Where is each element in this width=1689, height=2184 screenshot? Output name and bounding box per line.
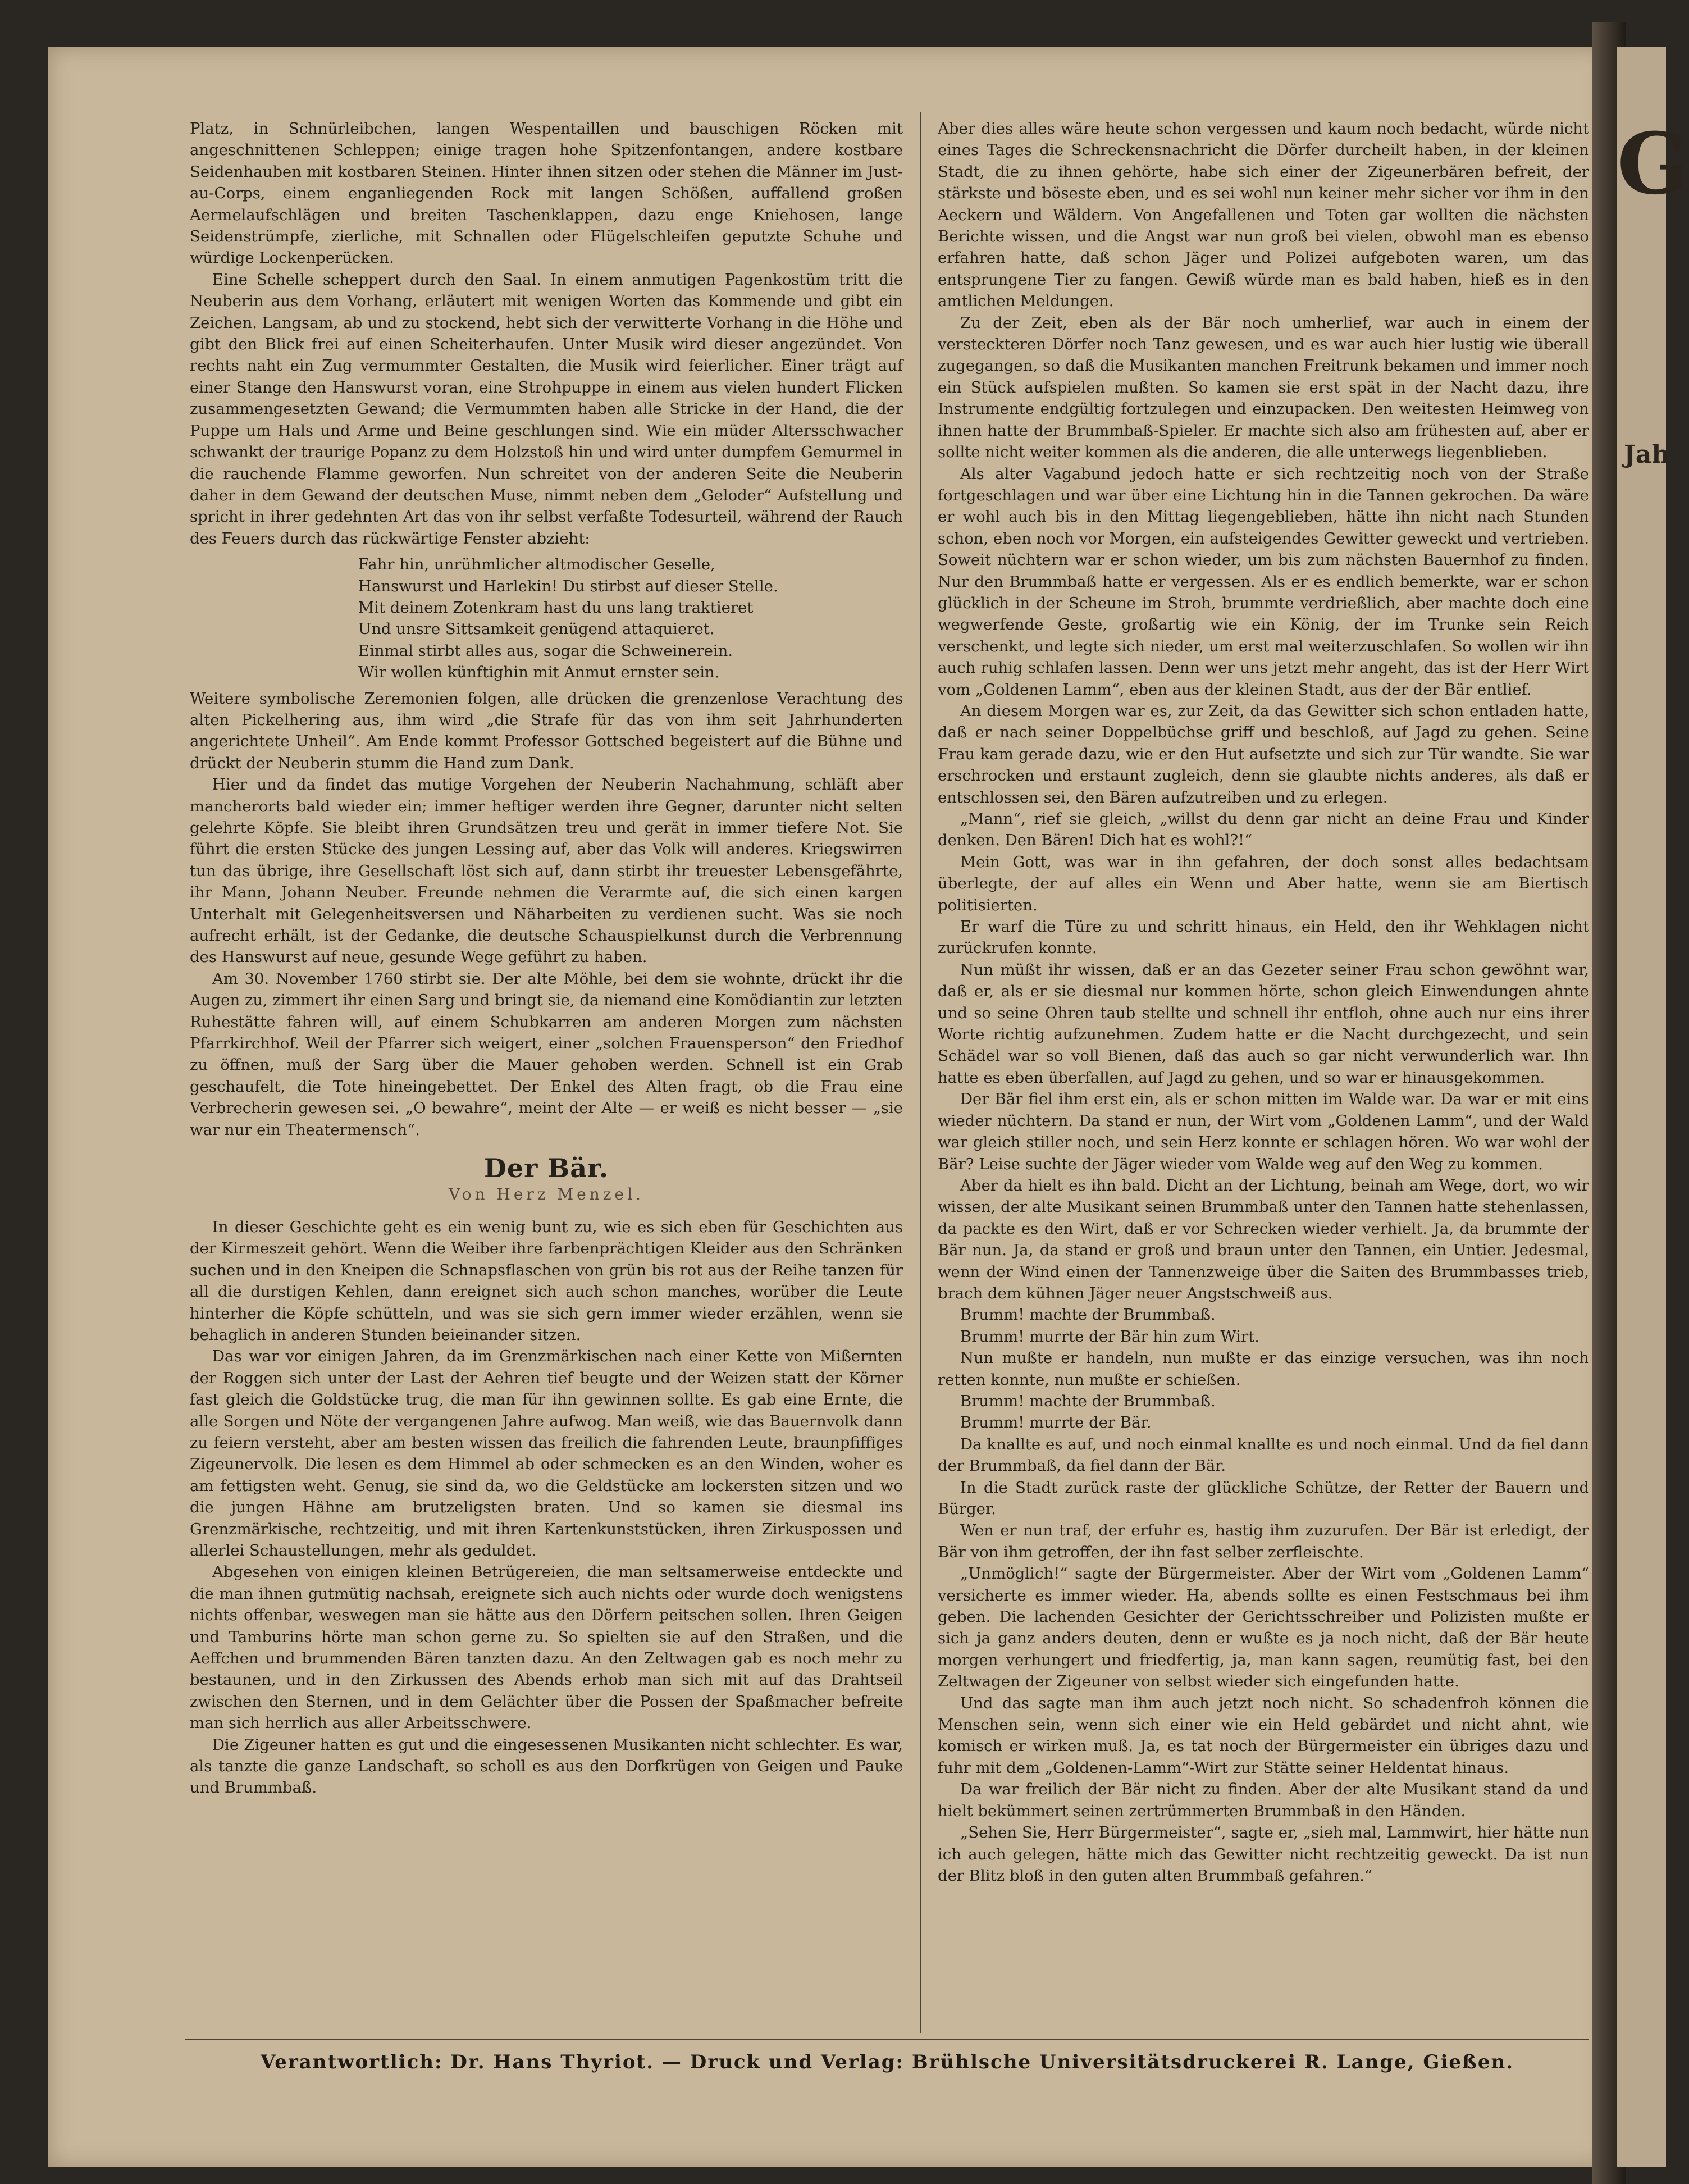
imprint-footer: Verantwortlich: Dr. Hans Thyriot. — Druck und Verlag: Brühlsche Universitätsdruckerei R. Lange, Gießen. <box>260 2051 1514 2073</box>
story-paragraph: Abgesehen von einigen kleinen Betrügereien, die man seltsamerweise entdeckte und die man ihnen gutmütig nachsah, ereignete sich auch nichts oder wurde doch wenigstens nichts offenbar, weswegen man sie hätte aus den Dörfern peitschen sollen. Ihren Geigen und Tamburins hörte man schon gerne zu. So spielten sie auf den Straßen, und die Aeffchen und brummenden Bären tanzten dazu. An den Zeltwagen gab es noch mehr zu bestaunen, und in den Zirkussen des Abends erhob man sich mit auf das Drahtseil zwischen den Sternen, und in dem Gelächter über die Possen der Spaßmacher befreite man sich herrlich aus aller Arbeitsschwere. <box>190 1563 903 1732</box>
adjacent-page-fragment: G <box>1617 115 1689 213</box>
story-paragraph: Brumm! machte der Brummbaß. <box>960 1392 1216 1410</box>
story-paragraph: Der Bär fiel ihm erst ein, als er schon mitten im Walde war. Da war er mit eins wieder nüchtern. Da stand er nun, der Wirt vom „Goldenen Lamm“, und der Wald war gleich stiller noch, und sein Herz konnte er schlagen hören. Wo war wohl der Bär? Leise suchte der Jäger wieder vom Walde weg auf den Weg zu kommen. <box>938 1090 1589 1173</box>
story-paragraph: Nun müßt ihr wissen, daß er an das Gezeter seiner Frau schon gewöhnt war, daß er, als er sie diesmal nur kommen hörte, schon gleich Einwendungen ahnte und so seine Ohren taub stellte und schnell ihr entfloh, ohne auch nur eins ihrer Worte richtig aufzunehmen. Zudem hatte er die Nacht durchgezecht, und sein Schädel war so voll Bienen, daß das auch so gar nicht verwunderlich war. Ihn hatte es eben überfallen, auf Jagd zu gehen, und so war er hinausgekommen. <box>938 960 1589 1087</box>
story-paragraph: „Unmöglich!“ sagte der Bürgermeister. Aber der Wirt vom „Goldenen Lamm“ versicherte es immer wieder. Ha, abends sollte es einen Festschmaus bei ihm geben. Die lachenden Gesichter der Gerichtsschreiber und Polizisten mußte er sich ja ganz anders deuten, denn er wußte es ja noch nicht, daß der Bär heute morgen verhungert und friedfertig, ja, man kann sagen, reumütig fast, bei den Zeltwagen der Zigeuner von selbst wieder sich eingefunden hatte. <box>938 1565 1589 1691</box>
poem-line: Hanswurst und Harlekin! Du stirbst auf dieser Stelle. <box>358 577 778 595</box>
story-paragraph: In dieser Geschichte geht es ein wenig bunt zu, wie es sich eben für Geschichten aus der Kirmeszeit gehört. Wenn die Weiber ihre farbenprächtigen Kleider aus den Schränken suchen und in den Kneipen die Schnapsflaschen von grün bis rot aus der Reihe tanzen für all die durstigen Kehlen, dann ereignet sich auch schon manches, worüber die Leute hinterher die Köpfe schütteln, und was sie sich gern immer wieder erzählen, wenn sie behaglich in anderen Stunden beieinander sitzen. <box>190 1218 903 1344</box>
story-paragraph: Da war freilich der Bär nicht zu finden. Aber der alte Musikant stand da und hielt bekümmert seinen zertrümmerten Brummbaß in den Händen. <box>938 1780 1589 1820</box>
story-paragraph: Das war vor einigen Jahren, da im Grenzmärkischen nach einer Kette von Mißernten der Roggen sich unter der Last der Aehren tief beugte und der Weizen statt der Körner fast gleich die Goldstücke trug, die man für ihn gewinnen sollte. Es gab eine Ernte, die alle Sorgen und Nöte der vergangenen Jahre aufwog. Man weiß, wie das Bauernvolk dann zu feiern versteht, aber am besten wissen das freilich die fahrenden Leute, braunpfiffiges Zigeunervolk. Die lesen es dem Himmel ab oder schmecken es an den Winden, woher es am fettigsten weht. Genug, sie sind da, wo die Geldstücke am lockersten sitzen und wo die jungen Hähne am brutzeligsten braten. Und so kamen sie diesmal ins Grenzmärkische, rechtzeitig, und mit ihren Kartenkunststücken, ihren Zirkuspossen und allerlei Schaustellungen, mehr als geduldet. <box>190 1347 903 1560</box>
story-paragraph: Wen er nun traf, der erfuhr es, hastig ihm zuzurufen. Der Bär ist erledigt, der Bär von ihm getroffen, der ihn fast selber zerfleischte. <box>938 1521 1589 1561</box>
story-paragraph: Als alter Vagabund jedoch hatte er sich rechtzeitig noch von der Straße fortgeschlagen und war über eine Lichtung hin in die Tannen gekrochen. Da wäre er wohl auch bis in den Mittag liegengeblieben, hätte ihn nicht nach Stunden schon, eben noch vor Morgen, ein aufsteigendes Gewitter geweckt und vertrieben. Soweit nüchtern war er schon wieder, um bis zum nächsten Bauernhof zu finden. Nur den Brummbaß hatte er vergessen. Als er es endlich bemerkte, war er schon glücklich in der Scheune im Stroh, brummte verdrießlich, aber machte doch eine wegwerfende Geste, großartig wie ein König, der im Trunke sein Reich verschenkt, und legte sich nieder, um erst mal weiterzuschlafen. So wollen wir ihn auch ruhig schlafen lassen. Denn wer uns jetzt mehr angeht, das ist der Herr Wirt vom „Goldenen Lamm“, eben aus der kleinen Stadt, aus der der Bär entlief. <box>938 464 1589 699</box>
story-paragraph: Er warf die Türe zu und schritt hinaus, ein Held, den ihr Wehklagen nicht zurückrufen konnte. <box>938 918 1589 958</box>
poem-line: Fahr hin, unrühmlicher altmodischer Geselle, <box>358 555 715 574</box>
story-paragraph: Brumm! murrte der Bär. <box>960 1414 1152 1432</box>
story-paragraph: Aber da hielt es ihn bald. Dicht an der Lichtung, beinah am Wege, dort, wo wir wissen, der alte Musikant seinen Brummbaß unter den Tannen hatte stehenlassen, da packte es den Wirt, daß er vor Schrecken wieder verhielt. Ja, da brummte der Bär nun. Ja, da stand er groß und braun unter den Tannen, ein Untier. Jedesmal, wenn der Wind einen der Tannenzweige über die Saiten des Brummbasses trieb, brach dem kühnen Jäger neuer Angstschweiß aus. <box>938 1176 1589 1302</box>
story-paragraph: „Mann“, rief sie gleich, „willst du denn gar nicht an deine Frau und Kinder denken. Den Bären! Dich hat es wohl?!“ <box>938 810 1589 850</box>
story-paragraph: In die Stadt zurück raste der glückliche Schütze, der Retter der Bauern und Bürger. <box>938 1478 1589 1518</box>
story-paragraph: Mein Gott, was war in ihn gefahren, der doch sonst alles bedachtsam überlegte, der auf alles ein Wenn und Aber hatte, wenn sie am Biertisch politisierten. <box>938 852 1589 914</box>
left-column <box>190 118 903 1799</box>
poem-line: Einmal stirbt alles aus, sogar die Schweinerein. <box>358 641 733 660</box>
footer-rule <box>185 2039 1589 2040</box>
story-paragraph: Brumm! murrte der Bär hin zum Wirt. <box>960 1327 1259 1346</box>
story-paragraph: Da knallte es auf, und noch einmal knallte es und noch einmal. Und da fiel dann der Brummbaß, da fiel dann der Bär. <box>938 1435 1589 1475</box>
adjacent-page-fragment: Jah <box>1624 440 1670 469</box>
story-paragraph: Und das sagte man ihm auch jetzt noch nicht. So schadenfroh können die Menschen sein, wenn sich einer wie ein Held gebärdet und nicht ahnt, wie komisch er wirken muß. Ja, es tat noch der Bürgermeister ein übriges dazu und fuhr mit dem „Goldenen-Lamm“-Wirt zur Stätte seiner Heldentat hinaus. <box>938 1694 1589 1777</box>
story-paragraph: An diesem Morgen war es, zur Zeit, da das Gewitter sich schon entladen hatte, daß er nach seiner Doppelbüchse griff und beschloß, auf Jagd zu gehen. Seine Frau kam gerade dazu, wie er den Hut aufsetzte und sich zur Tür wandte. Sie war erschrocken und erstaunt zugleich, denn sie glaubte nichts anderes, als daß er entschlossen sei, den Bären aufzutreiben und zu erlegen. <box>938 701 1589 806</box>
column-divider <box>920 112 921 2033</box>
right-column <box>938 118 1589 1886</box>
article-paragraph: Hier und da findet das mutige Vorgehen der Neuberin Nachahmung, schläft aber mancherorts bald wieder ein; immer heftiger werden ihre Gegner, darunter nicht selten gelehrte Köpfe. Sie bleibt ihren Grundsätzen treu und gerät in immer tiefere Not. Sie führt die ersten Stücke des jungen Lessing auf, aber das Volk will anderes. Kriegswirren tun das übrige, ihre Gesellschaft löst sich auf, dann stirbt ihr treuester Lebensgefährte, ihr Mann, Johann Neuber. Freunde nehmen die Verarmte auf, die sich einen kargen Unterhalt mit Gelegenheitsversen und Näharbeiten zu verdienen sucht. Was sie noch aufrecht erhält, ist der Gedanke, die deutsche Schauspielkunst durch die Verbrennung des Hanswurst auf neue, gesunde Wege geführt zu haben. <box>190 776 903 966</box>
story-paragraph: „Sehen Sie, Herr Bürgermeister“, sagte er, „sieh mal, Lammwirt, hier hätte nun ich auch gelegen, hätte mich das Gewitter nicht rechtzeitig geweckt. Da ist nun der Blitz bloß in den guten alten Brummbaß gefahren.“ <box>938 1823 1589 1885</box>
article-paragraph: Eine Schelle scheppert durch den Saal. In einem anmutigen Pagenkostüm tritt die Neuberin aus dem Vorhang, erläutert mit wenigen Worten das Kommende und gibt ein Zeichen. Langsam, ab und zu stockend, hebt sich der verwitterte Vorhang in die Höhe und gibt den Blick frei auf einen Scheiterhaufen. Unter Musik wird dieser angezündet. Von rechts naht ein Zug vermummter Gestalten, die Musik wird feierlicher. Einer trägt auf einer Stange den Hanswurst voran, eine Strohpuppe in einem aus vielen hundert Flicken zusammengesetzten Gewand; die Vermummten haben alle Stricke in der Hand, die der Puppe um Hals und Arme und Beine geschlungen sind. Wie ein müder Altersschwacher schwankt der traurige Popanz zu dem Holzstoß hin und wird unter dumpfem Gemurmel in die rauchende Flamme geworfen. Nun schreitet von der anderen Seite die Neuberin daher in dem Gewand der deutschen Muse, nimmt neben dem „Geloder“ Aufstellung und spricht in ihrer gedehnten Art das von ihr selbst verfaßte Todesurteil, während der Rauch des Feuers durch das rückwärtige Fenster abzieht: <box>190 270 903 548</box>
poem-line: Und unsre Sittsamkeit genügend attaquieret. <box>358 620 715 639</box>
poem-line: Mit deinem Zotenkram hast du uns lang traktieret <box>358 598 754 617</box>
story-paragraph: Nun mußte er handeln, nun mußte er das einzige versuchen, was ihn noch retten konnte, nun mußte er schießen. <box>938 1349 1589 1389</box>
story-paragraph: Zu der Zeit, eben als der Bär noch umherlief, war auch in einem der versteckteren Dörfer noch Tanz gewesen, und es war auch hier lustig wie überall zugegangen, so daß die Musikanten manchen Freitrunk bekamen und immer noch ein Stück aufspielen mußten. So kamen sie erst spät in der Nacht dazu, ihre Instrumente endgültig fortzulegen und einzupacken. Den weitesten Heimweg von ihnen hatte der Brummbaß-Spieler. Er machte sich also am frühesten auf, aber er sollte nicht weiter kommen als die anderen, die alle unterwegs liegenblieben. <box>938 313 1589 462</box>
article-paragraph: Weitere symbolische Zeremonien folgen, alle drücken die grenzenlose Verachtung des alten Pickelhering aus, ihm wird „die Strafe für das von ihm seit Jahrhunderten angerichtete Unheil“. Am Ende kommt Professor Gottsched begeistert auf die Bühne und drückt der Neuberin stumm die Hand zum Dank. <box>190 689 903 772</box>
poem-line: Wir wollen künftighin mit Anmut ernster sein. <box>358 663 720 682</box>
story-paragraph: Die Zigeuner hatten es gut und die eingesessenen Musikanten nicht schlechter. Es war, als tanzte die ganze Landschaft, so scholl es aus den Dorfkrügen von Geigen und Pauke und Brummbaß. <box>190 1735 903 1797</box>
article-paragraph: Platz, in Schnürleibchen, langen Wespentaillen und bauschigen Röcken mit angeschnittenen Schleppen; einige tragen hohe Spitzenfontangen, andere kostbare Seidenhauben mit kostbaren Steinen. Hinter ihnen sitzen oder stehen die Männer im Just-au-Corps, einem enganliegenden Rock mit langen Schößen, auffallend großen Aermelaufschlägen und breiten Taschenklappen, dazu enge Kniehosen, lange Seidenstrümpfe, zierliche, mit Schnallen oder Flügelschleifen geputzte Schuhe und würdige Lockenperücken. <box>190 120 903 267</box>
story-paragraph: Brumm! machte der Brummbaß. <box>960 1306 1216 1324</box>
story-paragraph: Aber dies alles wäre heute schon vergessen und kaum noch bedacht, würde nicht eines Tages die Schreckensnachricht die Dörfer durcheilt haben, in der kleinen Stadt, die zu ihnen gehörte, habe sich einer der Zigeunerbären befreit, der stärkste und böseste eben, und es sei wohl nun keiner mehr sicher vor ihm in den Aeckern und Wäldern. Von Angefallenen und Toten gar wollten die nächsten Berichte wissen, und die Angst war nun groß bei vielen, obwohl man es ebenso erfahren hatte, daß schon Jäger und Polizei aufgeboten waren, um das entsprungene Tier zu fangen. Gewiß würde man es bald haben, hieß es in den amtlichen Meldungen. <box>938 120 1589 311</box>
article-paragraph: Am 30. November 1760 stirbt sie. Der alte Möhle, bei dem sie wohnte, drückt ihr die Augen zu, zimmert ihr einen Sarg und bringt sie, da niemand eine Komödiantin zur letzten Ruhestätte fahren will, auf einem Schubkarren am anderen Morgen zum nächsten Pfarrkirchhof. Weil der Pfarrer sich weigert, einer „solchen Frauensperson“ den Friedhof zu öffnen, muß der Sarg über die Mauer gehoben werden. Schnell ist ein Grab geschaufelt, die Tote hineingebettet. Der Enkel des Alten fragt, ob die Frau eine Verbrecherin gewesen sei. „O bewahre“, meint der Alte — er weiß es nicht besser — „sie war nur ein Theatermensch“. <box>190 969 903 1139</box>
story-title: Der Bär. <box>483 1153 609 1184</box>
poem-verse <box>358 554 903 683</box>
story-byline: Von Herz Menzel. <box>449 1184 644 1203</box>
adjacent-page-edge <box>1617 47 1689 2167</box>
